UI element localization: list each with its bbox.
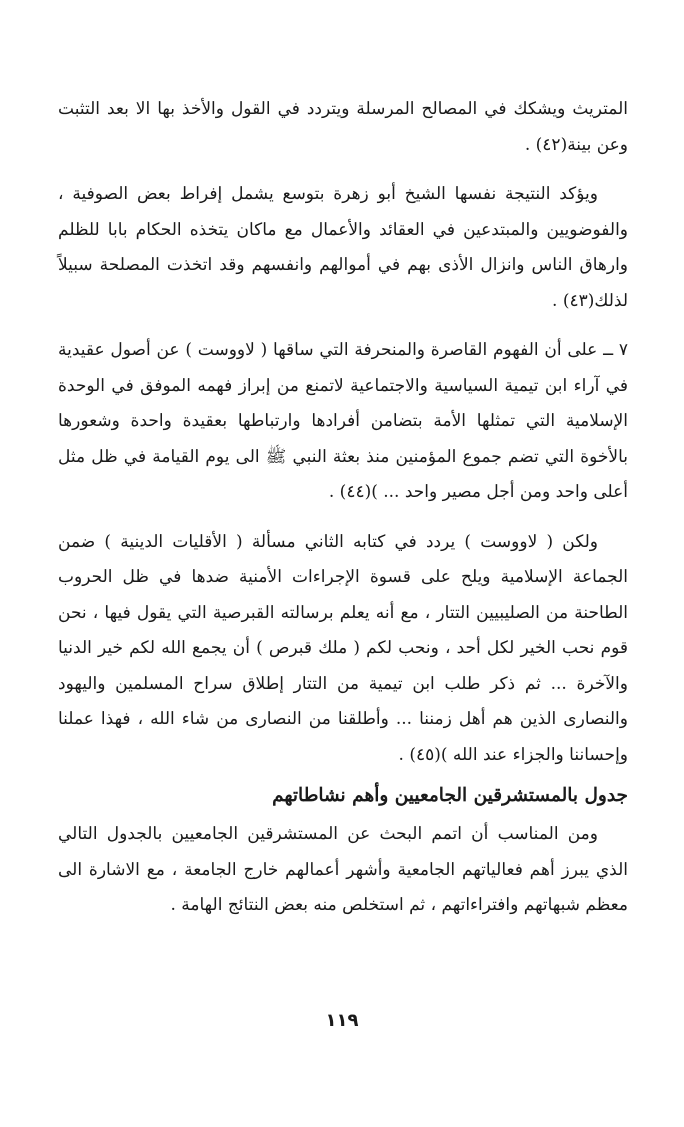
paragraph-continuation: المتريث ويشكك في المصالح المرسلة ويتردد في القول والأخذ بها الا بعد التثبت وعن بينة(٤٢) . bbox=[58, 99, 628, 155]
paragraph-laoust-minorities: ولكن ( لاووست ) يردد في كتابه الثاني مسألة ( الأقليات الدينية ) ضمن الجماعة الإسلامية ويلح على قسوة الإجراءات الأمنية ضدها في ظل الحروب الطاحنة من الصليبيين التتار ، مع أنه يعلم برسالته القبرصية التي يقول فيها ، نحن قوم نحب الخير لكل أحد ، ونحب لكم ( ملك قبرص ) أن يجمع الله لكم خير الدنيا والآخرة ... ثم ذكر طلب ابن تيمية من التتار إطلاق سراح المسلمين واليهود والنصارى الذين هم أهل زمننا ... وأطلقنا من النصارى من شاء الله ، فهذا عملنا وإحساننا والجزاء عند الله )(٤٥) . bbox=[58, 531, 628, 765]
paragraph-closing: ومن المناسب أن اتمم البحث عن المستشرقين الجامعيين بالجدول التالي الذي يبرز أهم فعالياتهم الجامعية وأشهر أعمالهم خارج الجامعة ، مع الاشارة الى معظم شبهاتهم وافتراءاتهم ، ثم استخلص منه بعض النتائج الهامة . bbox=[58, 824, 628, 915]
page-body bbox=[58, 92, 628, 924]
section-heading: جدول بالمستشرقين الجامعيين وأهم نشاطاتهم bbox=[272, 785, 628, 806]
page-number: ١١٩ bbox=[325, 1010, 359, 1031]
paragraph-point-7: ٧ ــ على أن الفهوم القاصرة والمنحرفة التي ساقها ( لاووست ) عن أصول عقيدية في آراء ابن تيمية السياسية والاجتماعية لاتمنع من إبراز فهمه الموفق في الوحدة الإسلامية التي تمثلها الأمة بتضامن أفرادها وارتباطها بعقيدة واحدة وشعورها بالأخوة التي تضم جموع المؤمنين منذ بعثة النبي ﷺ الى يوم القيامة في ظل مثل أعلى واحد ومن أجل مصير واحد ... )(٤٤) . bbox=[58, 340, 628, 502]
paragraph-abu-zahra: ويؤكد النتيجة نفسها الشيخ أبو زهرة بتوسع يشمل إفراط بعض الصوفية ، والفوضويين والمبتدعين في العقائد والأعمال مع ماكان يتخذه الحكام بابا للظلم وارهاق الناس وانزال الأذى بهم في أموالهم وانفسهم وقد اتخذت المصلحة سبيلاً لذلك(٤٣) . bbox=[58, 184, 628, 311]
